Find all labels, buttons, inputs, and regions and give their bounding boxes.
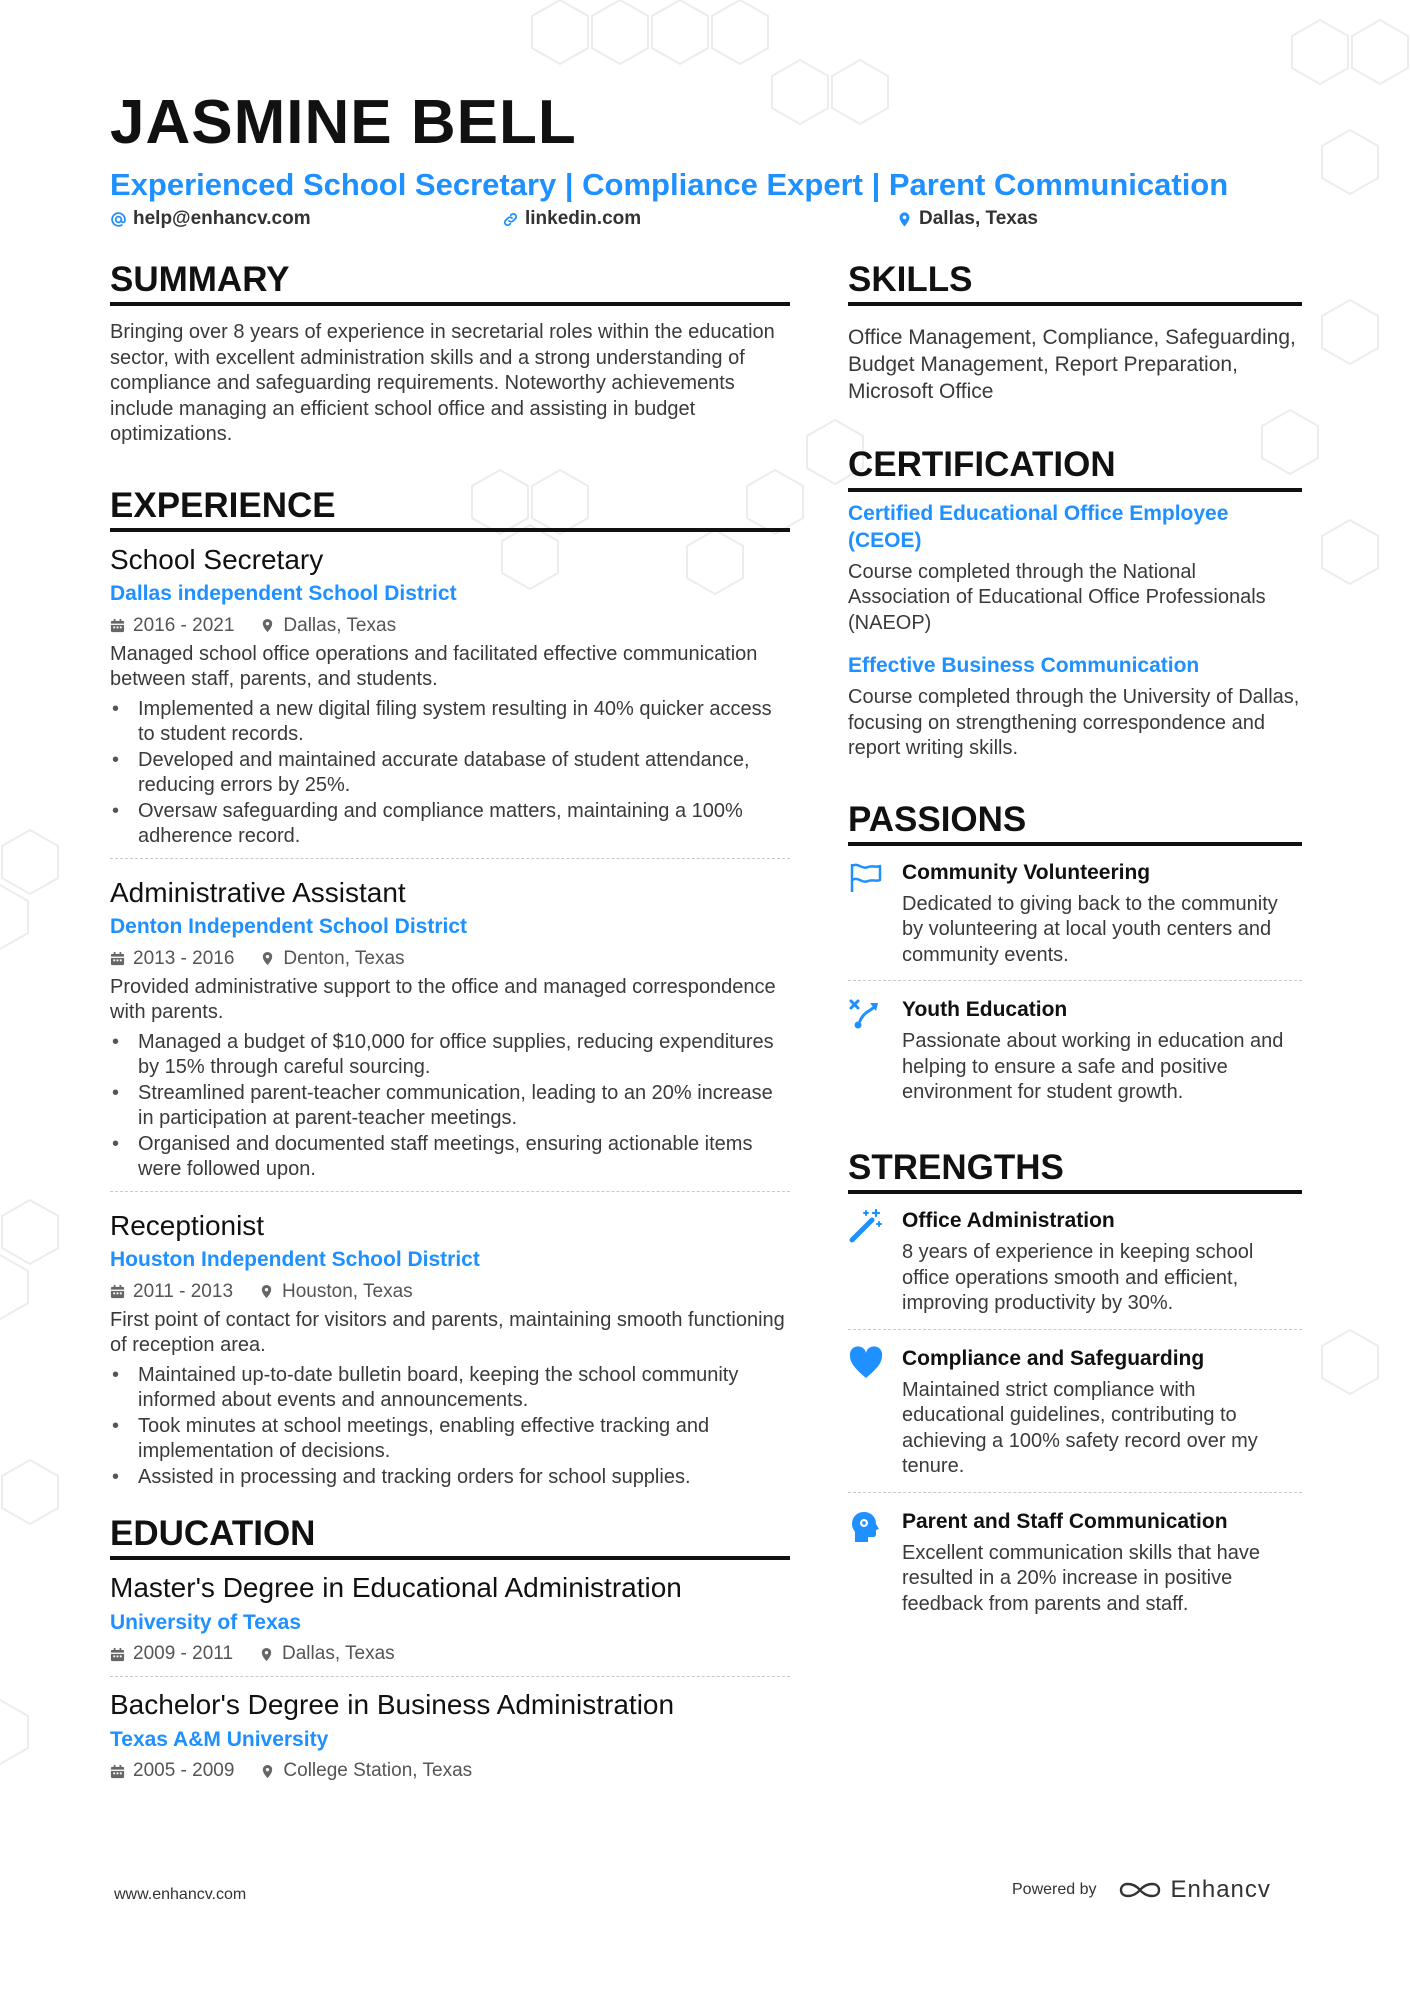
- experience-entry: [110, 1208, 790, 1498]
- bullet-item: • Organised and documented staff meetings, ensuring actionable items were followed upon.: [110, 1132, 790, 1183]
- certification-title: CERTIFICATION: [848, 445, 1302, 491]
- contact-linkedin[interactable]: [502, 208, 641, 230]
- location-pin-icon: [260, 618, 275, 633]
- calendar-icon: [110, 1764, 125, 1779]
- job-dates: 2016 - 2021: [133, 614, 235, 636]
- location-text: Dallas, Texas: [919, 208, 1039, 229]
- passion-item: [848, 858, 1302, 982]
- experience-title: EXPERIENCE: [110, 486, 790, 532]
- passion-description: Passionate about working in education and helping to ensure a safe and positive environment for student growth.: [902, 1030, 1284, 1104]
- contact-email[interactable]: [110, 208, 311, 230]
- bullet-item: • Implemented a new digital filing system resulting in 40% quicker access to student records.: [110, 697, 790, 748]
- job-location: Houston, Texas: [282, 1280, 413, 1302]
- passions-section: [848, 800, 1302, 1118]
- at-icon: [110, 211, 127, 228]
- job-meta: [110, 943, 790, 975]
- degree-title: Bachelor's Degree in Business Administration: [110, 1689, 675, 1721]
- strength-description: 8 years of experience in keeping school office operations smooth and efficient, improving productivity by 30%.: [902, 1241, 1254, 1314]
- enhancv-logo[interactable]: [1117, 1876, 1271, 1904]
- location-pin-icon: [259, 1284, 274, 1299]
- skills-title: SKILLS: [848, 260, 1302, 306]
- summary-title: SUMMARY: [110, 260, 790, 306]
- location-pin-icon: [260, 951, 275, 966]
- contact-location: [896, 208, 1038, 230]
- strength-description: Maintained strict compliance with educational guidelines, contributing to achieving a 100% safety record over my tenure.: [902, 1378, 1258, 1477]
- heart-icon: [848, 1346, 884, 1382]
- job-dates: 2011 - 2013: [133, 1280, 234, 1302]
- school-name: Texas A&M University: [110, 1727, 329, 1751]
- education-meta: [110, 1755, 790, 1787]
- bullet-item: • Oversaw safeguarding and compliance matters, maintaining a 100% adherence record.: [110, 799, 790, 850]
- strength-description: Excellent communication skills that have resulted in a 20% increase in positive feedback from parents and staff.: [902, 1541, 1260, 1615]
- certification-description: Course completed through the National Association of Educational Office Professionals (NAEOP): [848, 560, 1266, 634]
- strategy-icon: [848, 997, 884, 1033]
- job-title: Receptionist: [110, 1209, 265, 1241]
- certification-section: [848, 445, 1302, 761]
- certification-description: Course completed through the University of Dallas, focusing on strengthening correspondence and report writing skills.: [848, 686, 1300, 759]
- location-pin-icon: [260, 1764, 275, 1779]
- bullet-item: • Took minutes at school meetings, enabling effective tracking and implementation of decisions.: [110, 1414, 790, 1465]
- certification-name: Effective Business Communication: [848, 654, 1200, 677]
- job-location: Dallas, Texas: [283, 614, 397, 636]
- right-column: [848, 260, 1302, 1643]
- infinity-logo-icon: [1117, 1878, 1163, 1902]
- strength-item: [848, 1507, 1302, 1630]
- job-location: Denton, Texas: [283, 947, 405, 969]
- job-bullets: [110, 1363, 790, 1491]
- bullet-item: • Assisted in processing and tracking orders for school supplies.: [110, 1465, 790, 1491]
- job-dates: 2013 - 2016: [133, 947, 235, 969]
- footer-powered-by: [1012, 1876, 1271, 1904]
- candidate-tagline: Experienced School Secretary | Compliance Expert | Parent Communication: [110, 167, 1229, 202]
- passion-item: [848, 995, 1302, 1118]
- link-icon: [502, 211, 519, 228]
- bullet-item: • Developed and maintained accurate database of student attendance, reducing errors by 25%.: [110, 748, 790, 799]
- flag-icon: [848, 860, 884, 896]
- linkedin-text: linkedin.com: [525, 208, 642, 229]
- education-dates: 2009 - 2011: [133, 1643, 234, 1665]
- passion-description: Dedicated to giving back to the community by volunteering at local youth centers and community events.: [902, 892, 1278, 966]
- magic-wand-icon: [848, 1208, 884, 1244]
- education-entry: [110, 1570, 790, 1677]
- company-name: Dallas independent School District: [110, 582, 457, 606]
- bullet-item: • Maintained up-to-date bulletin board, keeping the school community informed about events and announcements.: [110, 1363, 790, 1414]
- passions-title: PASSIONS: [848, 800, 1302, 846]
- degree-title: Master's Degree in Educational Administration: [110, 1572, 682, 1604]
- strength-title: Office Administration: [902, 1209, 1115, 1232]
- job-meta: [110, 1276, 790, 1308]
- summary-text: Bringing over 8 years of experience in secretarial roles within the education sector, with excellent administration skills and a strong understanding of compliance and safeguarding requirements. Noteworthy achievements include managing an efficient school office and assisting in budget optimizations.: [110, 321, 775, 446]
- certification-name: Certified Educational Office Employee (CEOE): [848, 501, 1229, 552]
- skills-section: [848, 260, 1302, 405]
- job-description: First point of contact for visitors and parents, maintaining smooth functioning of reception area.: [110, 1308, 785, 1357]
- strength-item: [848, 1344, 1302, 1493]
- job-title: School Secretary: [110, 544, 324, 575]
- education-title: EDUCATION: [110, 1514, 790, 1560]
- powered-by-label: Powered by: [1012, 1881, 1097, 1898]
- strengths-section: [848, 1148, 1302, 1629]
- experience-entry: [110, 875, 790, 1192]
- passion-title: Community Volunteering: [902, 860, 1151, 884]
- skills-text: Office Management, Compliance, Safeguarding, Budget Management, Report Preparation, Microsoft Office: [848, 326, 1296, 404]
- footer-website[interactable]: www.enhancv.com: [114, 1886, 247, 1903]
- job-description: Managed school office operations and facilitated effective communication between staff, parents, and students.: [110, 642, 758, 691]
- education-section: [110, 1514, 790, 1793]
- candidate-name: JASMINE BELL: [110, 88, 577, 157]
- location-pin-icon: [259, 1647, 274, 1662]
- job-description: Provided administrative support to the office and managed correspondence with parents.: [110, 975, 776, 1024]
- job-meta: [110, 610, 790, 642]
- education-entry: [110, 1687, 790, 1793]
- company-name: Denton Independent School District: [110, 915, 468, 939]
- job-bullets: [110, 1030, 790, 1183]
- summary-section: [110, 260, 790, 448]
- strength-title: Parent and Staff Communication: [902, 1509, 1228, 1533]
- strengths-title: STRENGTHS: [848, 1148, 1302, 1194]
- bullet-item: • Streamlined parent-teacher communication, leading to an 20% increase in participation at parent-teacher meetings.: [110, 1081, 790, 1132]
- calendar-icon: [110, 951, 125, 966]
- strength-title: Compliance and Safeguarding: [902, 1346, 1205, 1370]
- brand-name: Enhancv: [1170, 1876, 1271, 1903]
- calendar-icon: [110, 618, 125, 633]
- education-dates: 2005 - 2009: [133, 1760, 235, 1782]
- head-icon: [848, 1509, 884, 1545]
- left-column: [110, 260, 790, 1793]
- experience-section: [110, 486, 790, 1498]
- location-pin-icon: [896, 211, 913, 228]
- passion-title: Youth Education: [902, 998, 1068, 1022]
- job-bullets: [110, 697, 790, 850]
- company-name: Houston Independent School District: [110, 1248, 480, 1272]
- experience-entry: [110, 542, 790, 859]
- email-text: help@enhancv.com: [133, 208, 311, 229]
- job-title: Administrative Assistant: [110, 876, 406, 908]
- education-location: College Station, Texas: [283, 1760, 473, 1782]
- education-location: Dallas, Texas: [282, 1643, 395, 1665]
- certification-entry: [848, 500, 1302, 637]
- certification-entry: [848, 652, 1302, 762]
- education-meta: [110, 1638, 790, 1670]
- calendar-icon: [110, 1284, 125, 1299]
- strength-item: [848, 1206, 1302, 1330]
- calendar-icon: [110, 1647, 125, 1662]
- school-name: University of Texas: [110, 1610, 302, 1634]
- bullet-item: • Managed a budget of $10,000 for office supplies, reducing expenditures by 15% through careful sourcing.: [110, 1030, 790, 1081]
